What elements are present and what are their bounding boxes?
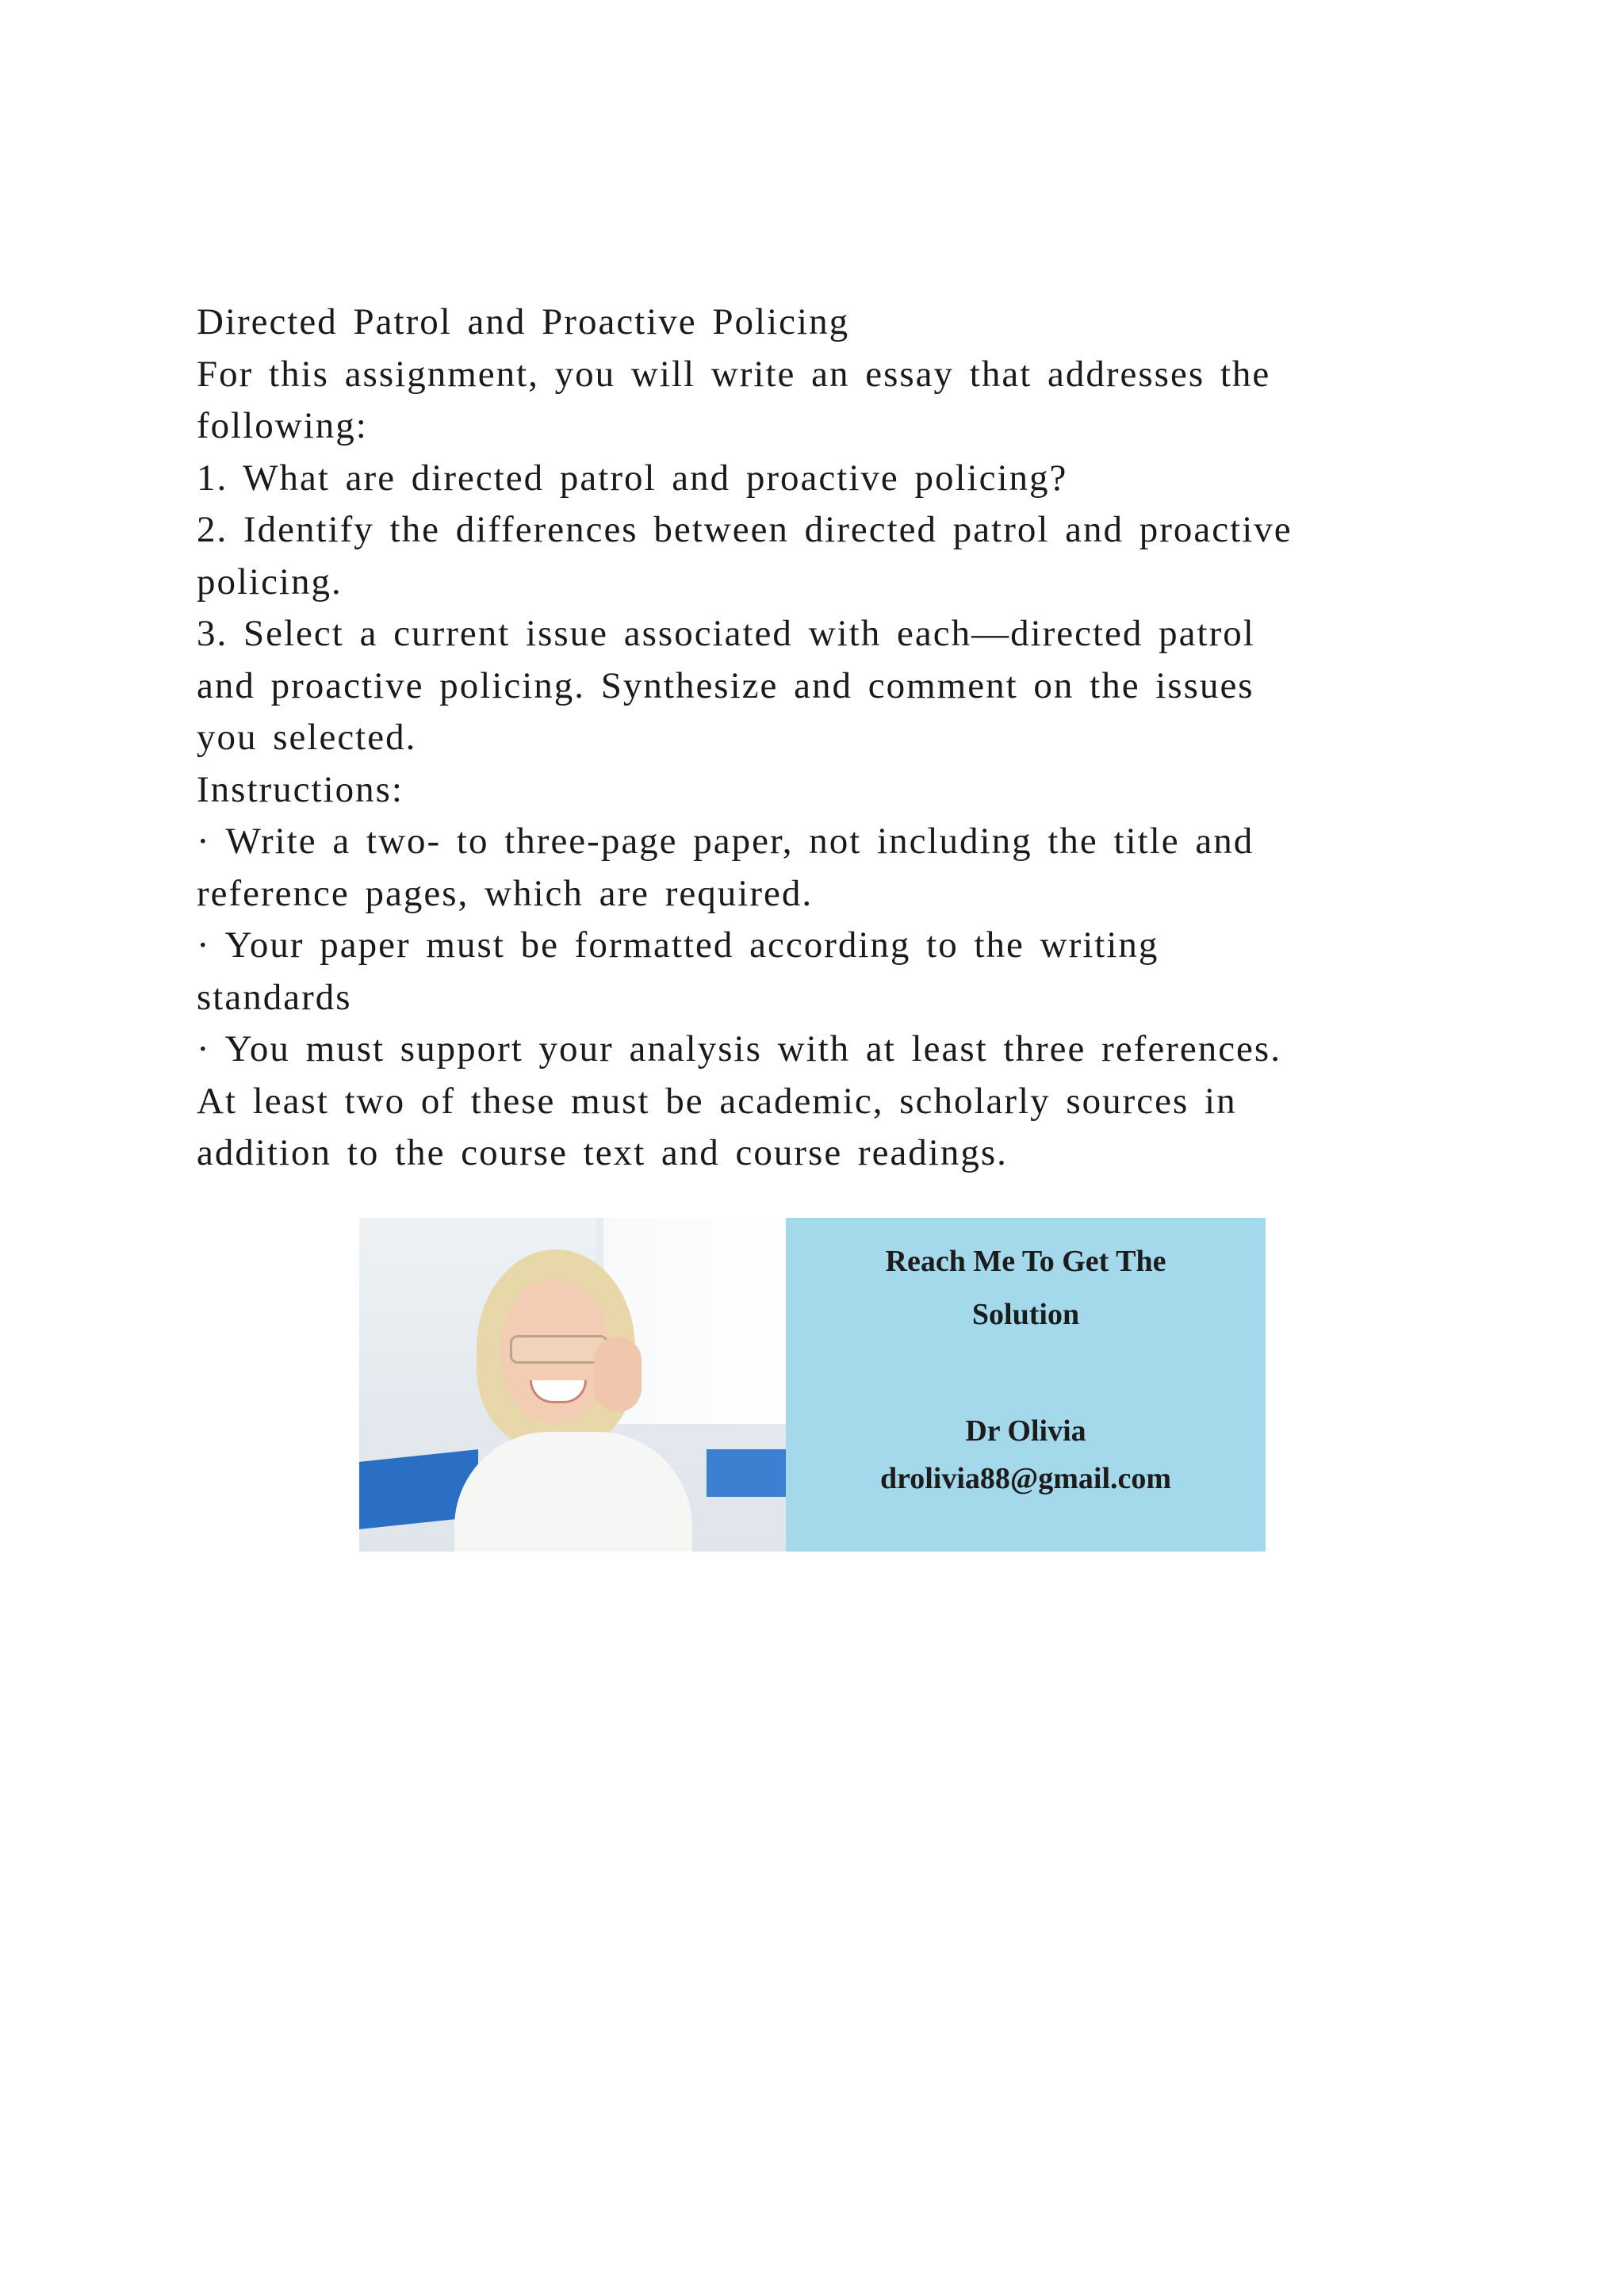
text-line: policing. [197, 561, 343, 603]
question-1: 1. What are directed patrol and proactive policing? [197, 457, 1068, 499]
hand-shape [594, 1337, 642, 1412]
contact-name: Dr Olivia [965, 1414, 1086, 1448]
banner-heading-line2: Solution [971, 1298, 1080, 1331]
text-line: reference pages, which are required. [197, 872, 814, 914]
contact-info-panel [786, 1218, 1266, 1552]
banner-heading-line1: Reach Me To Get The [885, 1245, 1166, 1278]
question-3: 3. Select a current issue associated with each—directed patrol [197, 613, 1255, 654]
instructions-heading: Instructions: [197, 768, 404, 810]
body-shape [454, 1432, 692, 1552]
text-line: For this assignment, you will write an essay that addresses the [197, 353, 1271, 395]
assignment-text [197, 297, 1434, 1180]
instruction-bullet: · Write a two- to three-page paper, not including the title and [197, 821, 1254, 862]
text-line: you selected. [197, 717, 417, 758]
document-title: Directed Patrol and Proactive Policing [197, 301, 850, 342]
text-line: At least two of these must be academic, scholarly sources in [197, 1080, 1237, 1122]
text-line: following: [197, 405, 368, 446]
text-line: addition to the course text and course readings. [197, 1132, 1008, 1173]
contact-email[interactable]: drolivia88@gmail.com [879, 1462, 1172, 1495]
instruction-bullet: · You must support your analysis with at least three references. [197, 1028, 1281, 1070]
chair-shape [707, 1449, 786, 1497]
text-line: and proactive policing. Synthesize and comment on the issues [197, 664, 1254, 706]
woman-photo [359, 1218, 786, 1552]
text-line: standards [197, 976, 352, 1018]
contact-banner [359, 1218, 1266, 1552]
instruction-bullet: · Your paper must be formatted according to the writing [197, 924, 1159, 966]
question-2: 2. Identify the differences between directed patrol and proactive [197, 509, 1293, 550]
